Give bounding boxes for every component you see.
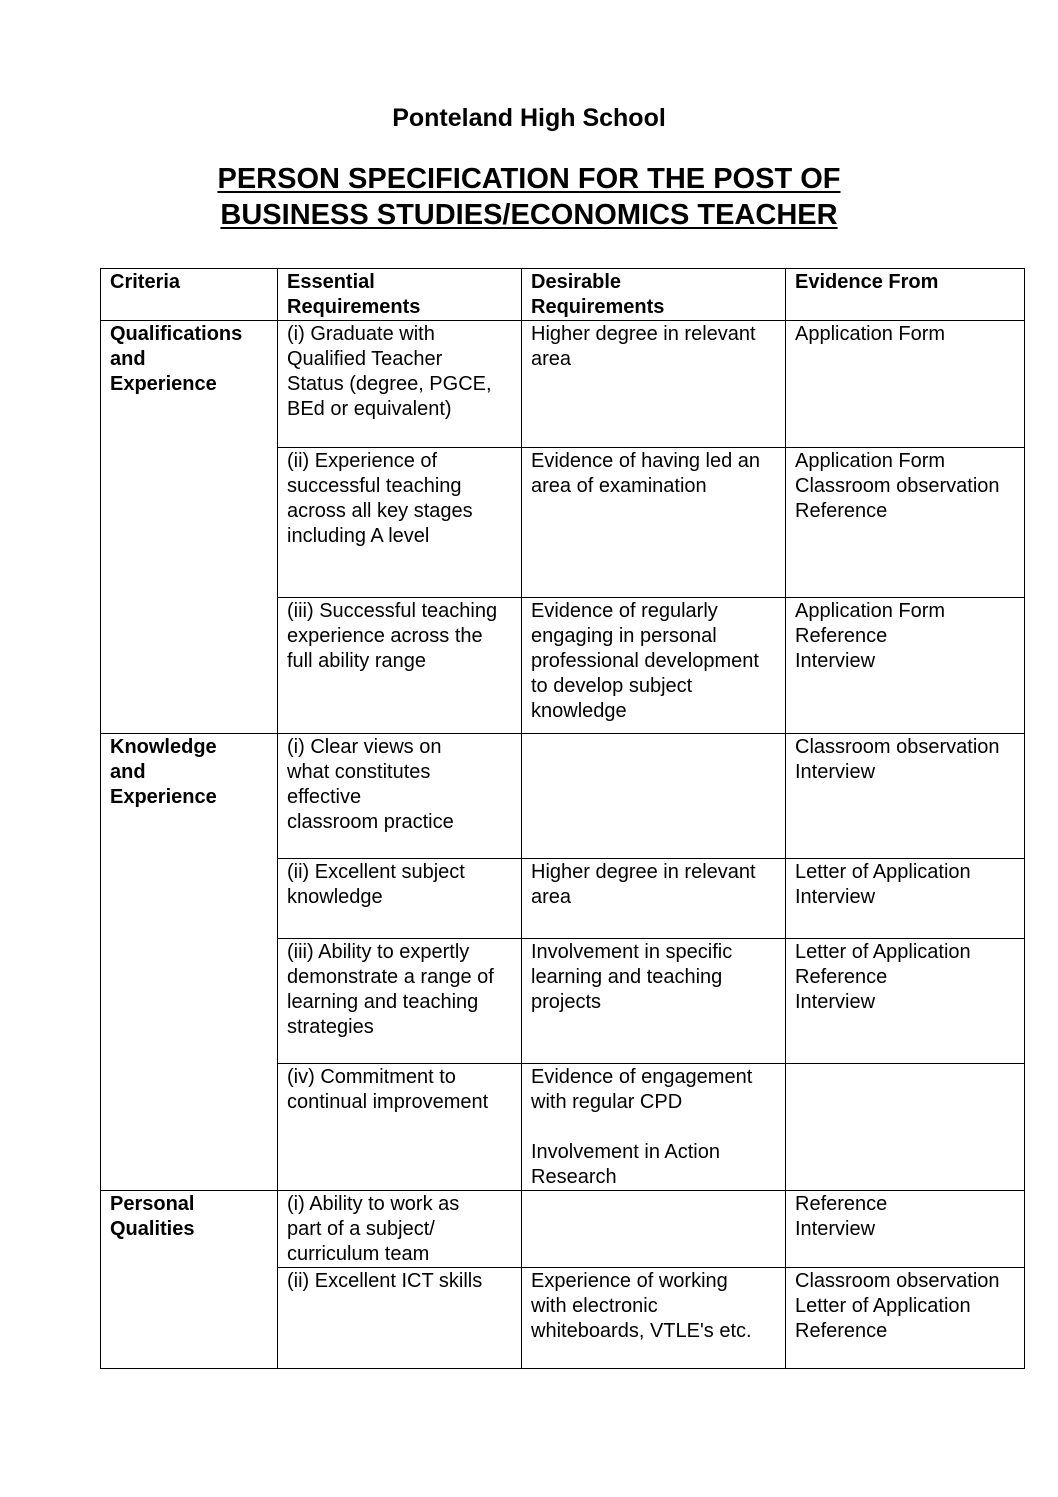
- table-row: [101, 734, 1025, 859]
- desirable-cell: Involvement in specific learning and teaching projects: [522, 939, 786, 1064]
- evidence-cell: [786, 1064, 1025, 1191]
- desirable-cell: Evidence of having led an area of examination: [522, 448, 786, 598]
- evidence-cell: Classroom observation Interview: [786, 734, 1025, 859]
- person-specification-table: [100, 268, 1025, 1369]
- evidence-cell: Application Form Classroom observation Reference: [786, 448, 1025, 598]
- essential-cell: (i) Ability to work as part of a subject/ curriculum team: [278, 1191, 522, 1268]
- header-criteria: Criteria: [101, 269, 278, 321]
- criteria-personal-qualities: Personal Qualities: [101, 1191, 278, 1369]
- evidence-cell: Letter of Application Interview: [786, 859, 1025, 939]
- desirable-cell: [522, 1191, 786, 1268]
- document-title-line-1: PERSON SPECIFICATION FOR THE POST OF: [217, 163, 841, 195]
- essential-cell: (ii) Experience of successful teaching across all key stages including A level: [278, 448, 522, 598]
- desirable-cell: Higher degree in relevant area: [522, 321, 786, 448]
- essential-cell: (i) Graduate with Qualified Teacher Status (degree, PGCE, BEd or equivalent): [278, 321, 522, 448]
- desirable-cell: Higher degree in relevant area: [522, 859, 786, 939]
- criteria-knowledge-and-experience: Knowledge and Experience: [101, 734, 278, 1191]
- evidence-cell: Application Form: [786, 321, 1025, 448]
- criteria-qualifications-and-experience: Qualifications and Experience: [101, 321, 278, 734]
- school-name: Ponteland High School: [392, 104, 666, 132]
- table-row: [101, 321, 1025, 448]
- document-title-line-2: BUSINESS STUDIES/ECONOMICS TEACHER: [220, 199, 838, 231]
- essential-cell: (iii) Successful teaching experience across the full ability range: [278, 598, 522, 734]
- essential-cell: (i) Clear views on what constitutes effective classroom practice: [278, 734, 522, 859]
- essential-cell: (iv) Commitment to continual improvement: [278, 1064, 522, 1191]
- header-essential-requirements: Essential Requirements: [278, 269, 522, 321]
- header-evidence-from: Evidence From: [786, 269, 1025, 321]
- essential-cell: (ii) Excellent ICT skills: [278, 1268, 522, 1369]
- evidence-cell: Letter of Application Reference Interview: [786, 939, 1025, 1064]
- essential-cell: (iii) Ability to expertly demonstrate a range of learning and teaching strategies: [278, 939, 522, 1064]
- desirable-cell: Evidence of engagement with regular CPD Involvement in Action Research: [522, 1064, 786, 1191]
- essential-cell: (ii) Excellent subject knowledge: [278, 859, 522, 939]
- document-title: [0, 161, 1058, 233]
- desirable-cell: Experience of working with electronic whiteboards, VTLE's etc.: [522, 1268, 786, 1369]
- table-row: [101, 1191, 1025, 1268]
- desirable-cell: [522, 734, 786, 859]
- header-desirable-requirements: Desirable Requirements: [522, 269, 786, 321]
- table-header-row: [101, 269, 1025, 321]
- evidence-cell: Classroom observation Letter of Application Reference: [786, 1268, 1025, 1369]
- desirable-cell: Evidence of regularly engaging in personal professional development to develop subject knowledge: [522, 598, 786, 734]
- evidence-cell: Reference Interview: [786, 1191, 1025, 1268]
- evidence-cell: Application Form Reference Interview: [786, 598, 1025, 734]
